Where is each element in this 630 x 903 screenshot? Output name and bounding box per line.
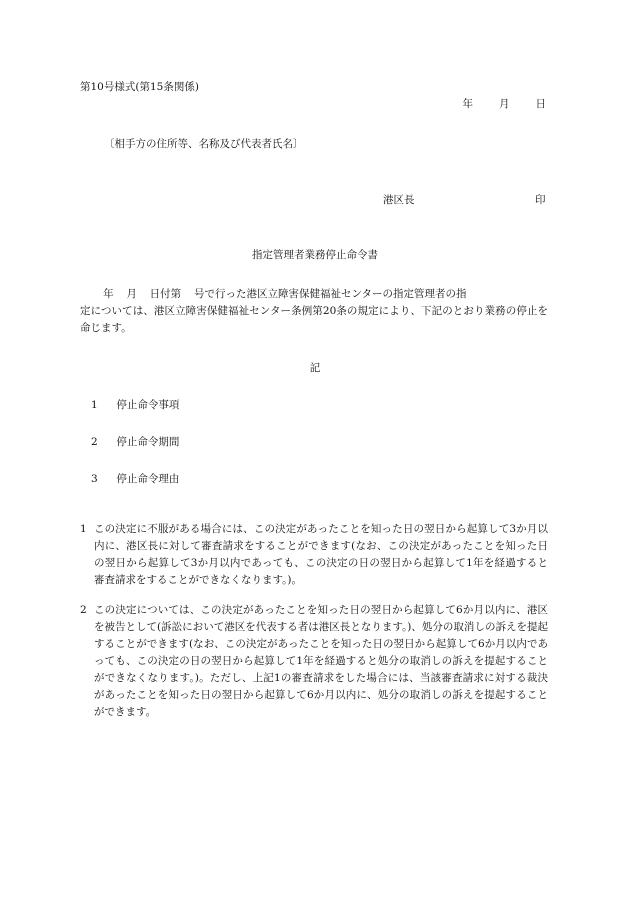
note-number: 2	[80, 604, 87, 616]
item-number: 2	[91, 436, 98, 448]
date-day: 日	[535, 98, 546, 110]
list-item	[91, 398, 179, 414]
item-label: 停止命令事項	[116, 399, 180, 411]
date-month: 月	[499, 98, 510, 110]
recipient-placeholder: 〔相手方の住所等、名称及び代表者氏名〕	[104, 138, 304, 150]
document-title: 指定管理者業務停止命令書	[252, 249, 378, 261]
note-2	[80, 602, 548, 721]
list-item	[91, 435, 179, 451]
item-number: 3	[91, 473, 98, 485]
body-line-1: 年 月 日付第 号で行った港区立障害保健福祉センターの指定管理者の指	[103, 288, 467, 300]
form-label: 第10号様式(第15条関係)	[80, 81, 199, 93]
issuer-title: 港区長	[383, 194, 415, 206]
note-number: 1	[80, 523, 87, 535]
item-number: 1	[91, 399, 98, 411]
list-item	[91, 472, 179, 488]
body-paragraph	[80, 286, 548, 337]
note-text: この決定に不服がある場合には、この決定があったことを知った日の翌日から起算して3か月以内に、港区長に対して審査請求をすることができます(なお、この決定があったことを知った日の翌日から起算して3か月以内であっても、この決定の日の翌日から起算して1年を経過すると審査請求をすることができなくなります。)。	[94, 523, 548, 586]
body-rest: 定については、港区立障害保健福祉センター条例第20条の規定により、下記のとおり業務の停止を命じます。	[80, 305, 548, 334]
item-label: 停止命令理由	[116, 473, 180, 485]
seal-mark: 印	[535, 194, 546, 206]
note-text: この決定については、この決定があったことを知った日の翌日から起算して6か月以内に、港区を被告として(訴訟において港区を代表する者は港区長となります。)、処分の取消しの訴えを提起することができます(なお、この決定があったことを知った日の翌日から起算して6か月以内であっても、この決定の日の翌日から起算して1年を経過すると処分の取消しの訴えを提起することができなくなります。)。ただし、上記1の審査請求をした場合には、当該審査請求に対する裁決があったことを知った日の翌日から起算して6か月以内に、処分の取消しの訴えを提起することができます。	[94, 604, 548, 718]
ki-heading: 記	[309, 362, 321, 374]
note-1	[80, 521, 548, 589]
date-year: 年	[462, 98, 473, 110]
item-label: 停止命令期間	[116, 436, 180, 448]
date-line	[463, 97, 547, 113]
